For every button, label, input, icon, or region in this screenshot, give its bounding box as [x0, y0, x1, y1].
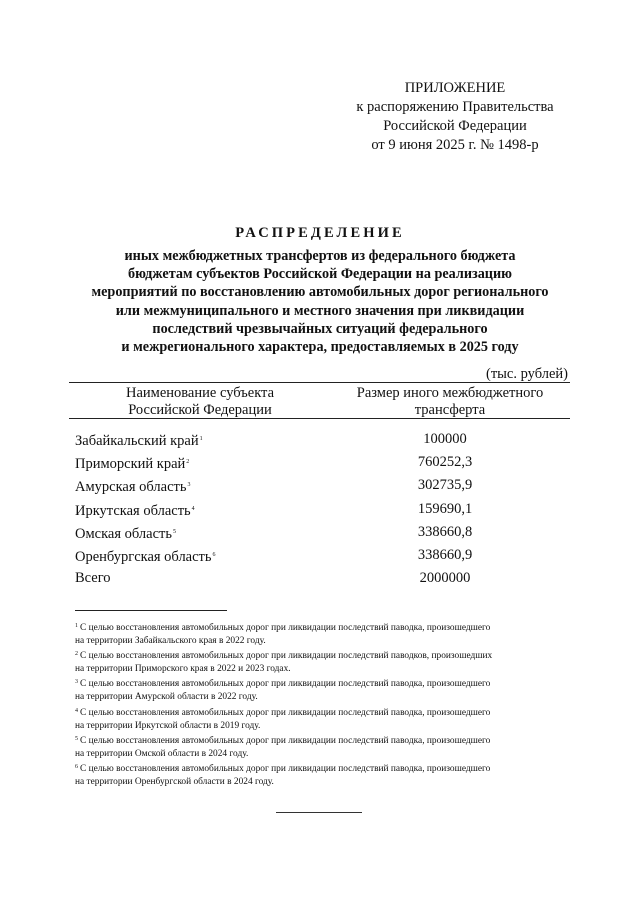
footnote-line — [75, 676, 585, 691]
subject-name: Забайкальский край — [75, 433, 199, 449]
table-row — [75, 523, 575, 546]
table-header-rule — [69, 418, 570, 419]
footnote-item — [75, 676, 585, 704]
subject-name: Амурская область — [75, 479, 187, 496]
column-header-line: Размер иного межбюджетного — [356, 385, 544, 401]
subject-name-cell — [75, 453, 189, 473]
column-header-line: трансферта — [414, 401, 486, 418]
footnote-text: на территории Забайкальского края в 2022 году. — [75, 636, 266, 647]
footnote-text: на территории Оренбургской области в 2024 году. — [75, 777, 274, 788]
total-label: Всего — [75, 570, 111, 587]
amount-cell: 100000 — [423, 431, 467, 447]
amount-cell: 302735,9 — [417, 477, 473, 494]
table-row — [75, 546, 575, 569]
footnote-line — [75, 648, 585, 663]
footnote-mark[interactable]: 3 — [187, 482, 191, 489]
footnote-number: 2 — [75, 651, 78, 658]
subtitle-line: иных межбюджетных трансфертов из федерального бюджета — [124, 248, 516, 264]
subject-name-cell — [75, 523, 176, 543]
footnote-text: С целью восстановления автомобильных дорог при ликвидации последствий паводка, произошедшего — [80, 623, 491, 633]
footnote-text: на территории Приморского края в 2022 и 2023 годах. — [75, 664, 291, 675]
footnote-line — [75, 705, 585, 720]
end-separator — [276, 812, 362, 813]
column-header-amount — [330, 385, 570, 418]
subtitle-line: и межрегионального характера, предоставляемых в 2025 году — [121, 339, 519, 356]
footnote-mark[interactable]: 6 — [212, 551, 216, 558]
amount-cell: 338660,9 — [417, 546, 473, 563]
appendix-line: к распоряжению Правительства — [356, 99, 554, 115]
amount-cell: 760252,3 — [417, 454, 473, 471]
appendix-line: Российской Федерации — [383, 118, 527, 134]
footnote-mark[interactable]: 5 — [172, 528, 176, 535]
footnote-text: С целью восстановления автомобильных дорог при ликвидации последствий паводка, произошедшего — [80, 735, 491, 746]
table-row — [75, 500, 575, 523]
footnote-number: 4 — [75, 707, 78, 714]
subject-name: Иркутская область — [75, 502, 191, 519]
document-subtitle — [40, 247, 600, 356]
document-title: РАСПРЕДЕЛЕНИЕ — [235, 225, 405, 241]
footnote-item — [75, 705, 585, 733]
footnote-text: С целью восстановления автомобильных дорог при ликвидации последствий паводка, произошедшего — [80, 763, 491, 774]
subject-name: Приморский край — [75, 456, 186, 473]
table-body — [75, 430, 575, 592]
footnote-line — [75, 620, 585, 635]
total-amount: 2000000 — [419, 570, 471, 587]
subject-name: Оренбургская область — [75, 548, 212, 565]
footnote-item — [75, 620, 585, 648]
footnote-number: 5 — [75, 735, 78, 742]
amount-cell: 338660,8 — [417, 523, 473, 540]
footnote-text: на территории Амурской области в 2022 году. — [75, 692, 258, 703]
appendix-date-number: от 9 июня 2025 г. № 1498-р — [371, 137, 539, 153]
footnote-item — [75, 648, 585, 676]
subtitle-line: или межмуниципального и местного значения при ликвидации — [115, 302, 525, 319]
subtitle-line: мероприятий по восстановлению автомобильных дорог регионального — [91, 284, 549, 301]
units-label: (тыс. рублей) — [486, 366, 568, 382]
subject-name: Омская область — [75, 525, 172, 542]
footnote-text: С целью восстановления автомобильных дорог при ликвидации последствий паводка, произошедшего — [80, 679, 491, 690]
footnote-number: 1 — [75, 623, 78, 629]
table-top-rule — [69, 382, 570, 383]
table-row — [75, 430, 575, 453]
footnote-item — [75, 733, 585, 761]
footnote-text: на территории Иркутской области в 2019 году. — [75, 720, 261, 731]
subject-name-cell — [75, 430, 203, 450]
footnote-text: на территории Омской области в 2024 году. — [75, 748, 249, 759]
footnote-number: 6 — [75, 763, 78, 770]
table-row-total — [75, 569, 575, 592]
subject-name-cell — [75, 476, 190, 496]
column-header-line: Российской Федерации — [128, 401, 272, 418]
table-row — [75, 476, 575, 499]
footnote-text: С целью восстановления автомобильных дорог при ликвидации последствий паводков, произошедших — [80, 651, 493, 662]
appendix-block — [330, 79, 580, 155]
amount-cell: 159690,1 — [417, 500, 473, 517]
footnote-number: 3 — [75, 679, 78, 686]
footnote-mark[interactable]: 1 — [199, 436, 203, 442]
footnote-separator — [75, 610, 227, 611]
footnote-item — [75, 761, 585, 789]
footnote-mark[interactable]: 2 — [186, 459, 190, 466]
column-header-line: Наименование субъекта — [125, 385, 275, 401]
column-header-subject — [90, 385, 310, 418]
subject-name-cell — [75, 500, 195, 520]
footnote-mark[interactable]: 4 — [191, 505, 195, 512]
appendix-heading: ПРИЛОЖЕНИЕ — [404, 80, 506, 96]
footnote-line — [75, 761, 585, 776]
subject-name-cell — [75, 546, 216, 566]
footnote-line — [75, 733, 585, 748]
footnotes — [75, 620, 585, 789]
table-row — [75, 453, 575, 476]
subtitle-line: последствий чрезвычайных ситуаций федерального — [152, 320, 488, 337]
footnote-text: С целью восстановления автомобильных дорог при ликвидации последствий паводка, произошедшего — [80, 707, 491, 718]
subtitle-line: бюджетам субъектов Российской Федерации на реализацию — [128, 266, 512, 283]
